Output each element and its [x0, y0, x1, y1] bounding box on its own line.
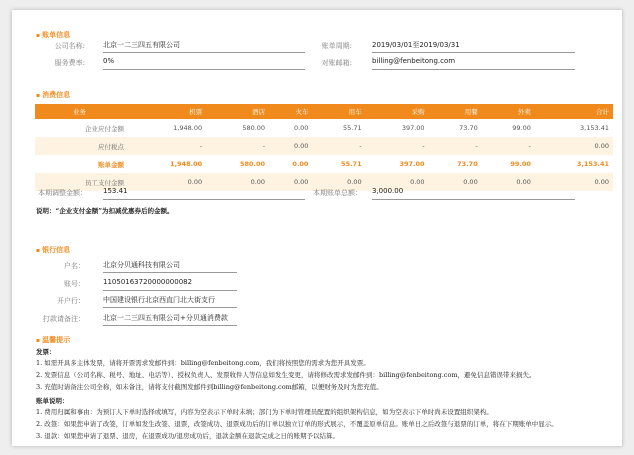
- table-cell: 73.70: [457, 160, 478, 168]
- invoice-line: 3. 充值时请备注公司全称，如未备注，请将支付截图发邮件到billing@fenbeitong.com邮箱，以便财务及时为您充值。: [36, 383, 383, 391]
- table-cell: 73.70: [459, 124, 478, 132]
- column-header: 外卖: [482, 104, 535, 119]
- table-cell: 1,948.00: [170, 160, 203, 168]
- bill-notes-title: 账单说明：: [36, 397, 69, 405]
- table-cell: 3,153.41: [580, 124, 609, 132]
- bank-field-value: 北京分贝通科技有限公司: [103, 260, 237, 273]
- total-label: 本期账单总额：: [313, 189, 362, 197]
- column-header: 酒店: [206, 104, 269, 119]
- table-cell: 应付税点: [35, 137, 128, 155]
- bill-note-line: 2. 改签：如果您申请了改签，订单如发生改签、退票，改签成功、退票成功后的订单以独立订单的形式展示，不覆盖原单信息。账单日之后改签与退票的订单，将在下期账单中显示。: [36, 420, 558, 428]
- adjust-value: 153.41: [103, 187, 305, 200]
- table-cell: 员工支付金额: [35, 173, 128, 191]
- email-label: 对账邮箱:: [321, 59, 352, 67]
- column-header: 采购: [366, 104, 429, 119]
- table-cell: 55.71: [341, 160, 362, 168]
- table-cell: 0.00: [535, 173, 613, 191]
- period-value: 2019/03/01至2019/03/31: [372, 40, 575, 53]
- table-cell: 0.00: [206, 173, 269, 191]
- table-cell: 0.00: [535, 137, 613, 155]
- fee-label: 服务费率:: [54, 59, 85, 67]
- email-value: billing@fenbeitong.com: [372, 57, 575, 70]
- invoice-line: 2. 发票信息（公司名称、税号、地址、电话等）、授权负责人、发票收件人等信息如发生变更，请将修改需求发邮件到：billing@fenbeitong.com，避免信息错误带来损失。: [36, 371, 536, 379]
- table-cell: 1,948.00: [173, 124, 203, 132]
- table-cell: 0.00: [366, 173, 429, 191]
- table-cell: -: [366, 137, 429, 155]
- column-header: 用车: [312, 104, 365, 119]
- table-row: [35, 119, 613, 137]
- table-cell: 0.00: [429, 173, 482, 191]
- bank-field-value: 11050163720000000082: [103, 278, 237, 291]
- adjust-label: 本期调整金额：: [38, 189, 87, 197]
- period-label: 账单周期:: [321, 42, 352, 50]
- bank-field-value: 中国建设银行北京西直门北大街支行: [103, 295, 237, 308]
- table-cell: -: [128, 137, 206, 155]
- bank-field-label: 开户行：: [57, 297, 85, 305]
- table-cell: 580.00: [239, 160, 266, 168]
- section-title-bill-info: ▪ 账单信息: [36, 30, 70, 40]
- table-cell: 580.00: [242, 124, 266, 132]
- table-cell: -: [312, 137, 365, 155]
- consumption-table: [35, 104, 613, 191]
- column-header: 业务: [35, 104, 128, 119]
- bank-field-label: 打款请备注：: [43, 314, 85, 323]
- table-cell: 3,153.41: [576, 160, 609, 168]
- consumption-note: 说明：“企业支付金额”为扣减优惠券后的金额。: [36, 207, 174, 215]
- fee-value: 0%: [103, 57, 305, 70]
- invoice-line: 1. 如需开具多主体发票，请将开票需求发邮件到：billing@fenbeitong.com，我们将按照您的需求为您开具发票。: [36, 359, 370, 367]
- table-cell: 99.00: [510, 160, 531, 168]
- total-value: 3,000.00: [372, 187, 575, 200]
- table-cell: -: [429, 137, 482, 155]
- bank-field-value: 北京一二三四五有限公司+分贝通消费款: [103, 313, 237, 326]
- table-cell: 0.00: [269, 173, 312, 191]
- table-row: [35, 137, 613, 155]
- section-title-bank: ▪ 银行信息: [36, 245, 70, 255]
- table-cell: 企业应付金额: [85, 124, 125, 133]
- column-header: 用餐: [429, 104, 482, 119]
- table-cell: 397.00: [399, 160, 425, 168]
- table-cell: 397.00: [401, 124, 425, 132]
- bank-field-label: 户名：: [64, 262, 85, 270]
- table-cell: 55.71: [343, 124, 362, 132]
- table-row: [35, 155, 613, 173]
- table-cell: 99.00: [512, 124, 531, 132]
- company-value: 北京一二三四五有限公司: [103, 40, 305, 53]
- table-cell: 0.00: [269, 137, 312, 155]
- bill-card: [12, 10, 622, 446]
- table-cell: 0.00: [312, 173, 365, 191]
- table-cell: 0.00: [292, 160, 309, 168]
- section-title-tips: ▪ 温馨提示: [36, 335, 70, 345]
- table-cell: 0.00: [293, 124, 309, 132]
- column-header: 火车: [269, 104, 312, 119]
- table-cell: 0.00: [482, 173, 535, 191]
- table-cell: -: [206, 137, 269, 155]
- table-cell: -: [482, 137, 535, 155]
- table-cell: 0.00: [128, 173, 206, 191]
- bill-note-line: 3. 退款：如果您申请了退票、退房，在退票成功/退房成功后，退款金额在退款完成之日的账期予以结算。: [36, 432, 339, 440]
- invoice-title: 发票：: [36, 348, 56, 356]
- section-title-consumption: ▪ 消费信息: [36, 90, 70, 100]
- company-label: 公司名称:: [54, 42, 85, 50]
- column-header: 合计: [535, 104, 613, 119]
- bank-field-label: 账号：: [64, 279, 85, 288]
- table-cell: 账单金额: [98, 160, 125, 169]
- bill-note-line: 1. 费用归属和事由：为预订人下单时选择或填写，内容为空表示下单时未填；部门为下单时管理员配置的组织架构信息，如为空表示下单时尚未设置组织架构。: [36, 408, 493, 416]
- column-header: 机票: [128, 104, 206, 119]
